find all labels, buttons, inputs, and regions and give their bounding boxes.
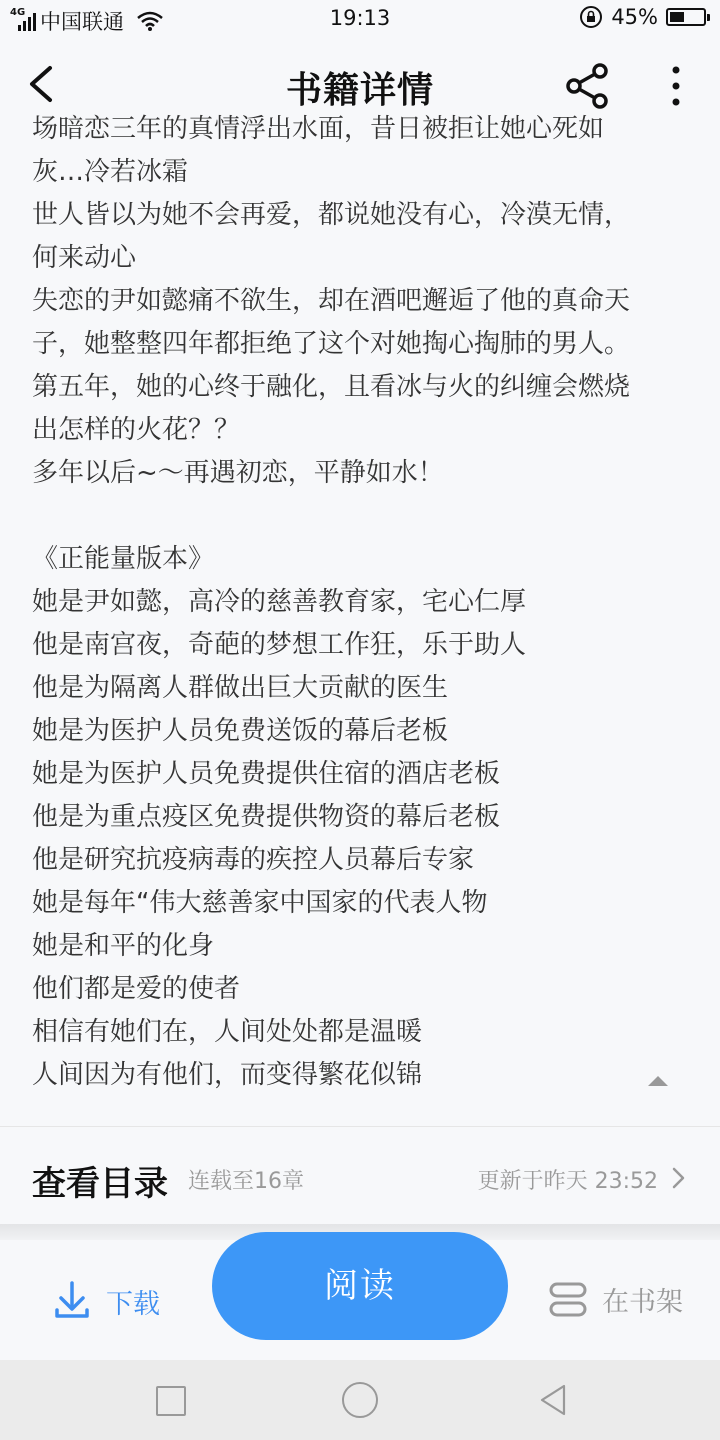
description-line: 第五年，她的心终于融化，且看冰与火的纠缠会燃烧 bbox=[32, 372, 631, 402]
bottom-action-bar bbox=[0, 1240, 720, 1360]
download-label: 下载 bbox=[106, 1288, 160, 1320]
status-bar bbox=[0, 0, 720, 40]
description-line: 她是为医护人员免费送饭的幕后老板 bbox=[32, 716, 449, 746]
battery-level bbox=[670, 12, 684, 22]
description-line: 出怎样的火花？？ bbox=[32, 415, 241, 445]
recent-apps-icon[interactable] bbox=[156, 1386, 186, 1416]
bookshelf-icon bbox=[548, 1281, 588, 1319]
description-line: 他是为隔离人群做出巨大贡献的医生 bbox=[32, 673, 449, 703]
signal-icon: 4G bbox=[10, 10, 36, 32]
description-line: 她是为医护人员免费提供住宿的酒店老板 bbox=[32, 759, 501, 789]
on-shelf-label: 在书架 bbox=[602, 1287, 683, 1318]
divider bbox=[0, 1126, 720, 1127]
description-line: 人间因为有他们，而变得繁花似锦 bbox=[32, 1060, 423, 1090]
on-shelf-button[interactable] bbox=[548, 1280, 683, 1319]
serial-progress: 连载至16章 bbox=[188, 1169, 304, 1194]
description-line bbox=[32, 495, 702, 538]
description-line: 他是研究抗疫病毒的疾控人员幕后专家 bbox=[32, 845, 475, 875]
description-line: 她是尹如懿，高冷的慈善教育家，宅心仁厚 bbox=[32, 587, 527, 617]
catalog-row[interactable] bbox=[0, 1128, 720, 1224]
description-line: 《正能量版本》 bbox=[32, 544, 215, 574]
system-nav-bar bbox=[0, 1360, 720, 1440]
description-line: 何来动心 bbox=[32, 243, 137, 273]
book-description[interactable] bbox=[0, 114, 720, 1120]
description-lines bbox=[32, 108, 702, 1097]
description-line: 失恋的尹如懿痛不欲生，却在酒吧邂逅了他的真命天 bbox=[32, 286, 631, 316]
more-vertical-icon[interactable] bbox=[660, 62, 692, 110]
description-line: 多年以后~〜再遇初恋，平静如水！ bbox=[32, 458, 444, 488]
battery-percent: 45% bbox=[611, 5, 658, 29]
collapse-up-icon[interactable] bbox=[648, 1076, 668, 1086]
chevron-right-icon bbox=[668, 1166, 688, 1190]
catalog-title: 查看目录 bbox=[32, 1164, 168, 1204]
update-time: 更新于昨天 23:52 bbox=[477, 1169, 658, 1194]
description-line: 他们都是爱的使者 bbox=[32, 974, 241, 1004]
description-line: 相信有她们在，人间处处都是温暖 bbox=[32, 1017, 423, 1047]
description-line: 灰…冷若冰霜 bbox=[32, 157, 189, 187]
download-button[interactable] bbox=[52, 1280, 160, 1322]
share-icon[interactable] bbox=[564, 62, 612, 110]
home-icon[interactable] bbox=[342, 1382, 378, 1418]
lock-rotation-icon bbox=[579, 5, 603, 29]
description-line: 他是为重点疫区免费提供物资的幕后老板 bbox=[32, 802, 501, 832]
description-line: 子，她整整四年都拒绝了这个对她掏心掏肺的男人。 bbox=[32, 329, 631, 359]
status-time: 19:13 bbox=[329, 6, 391, 30]
read-button[interactable]: 阅读 bbox=[212, 1232, 508, 1340]
description-line: 世人皆以为她不会再爱，都说她没有心，冷漠无情， bbox=[32, 200, 631, 230]
battery-icon bbox=[666, 8, 706, 26]
carrier-name: 中国联通 bbox=[40, 10, 124, 34]
status-right bbox=[579, 5, 706, 29]
download-icon bbox=[52, 1280, 92, 1322]
description-line: 她是和平的化身 bbox=[32, 931, 215, 961]
description-line: 他是南宫夜，奇葩的梦想工作狂，乐于助人 bbox=[32, 630, 527, 660]
description-line: 她是每年“伟大慈善家中国家的代表人物 bbox=[32, 888, 488, 918]
page-title: 书籍详情 bbox=[285, 69, 434, 111]
back-icon[interactable] bbox=[536, 1382, 572, 1418]
description-line: 场暗恋三年的真情浮出水面，昔日被拒让她心死如 bbox=[32, 114, 605, 144]
